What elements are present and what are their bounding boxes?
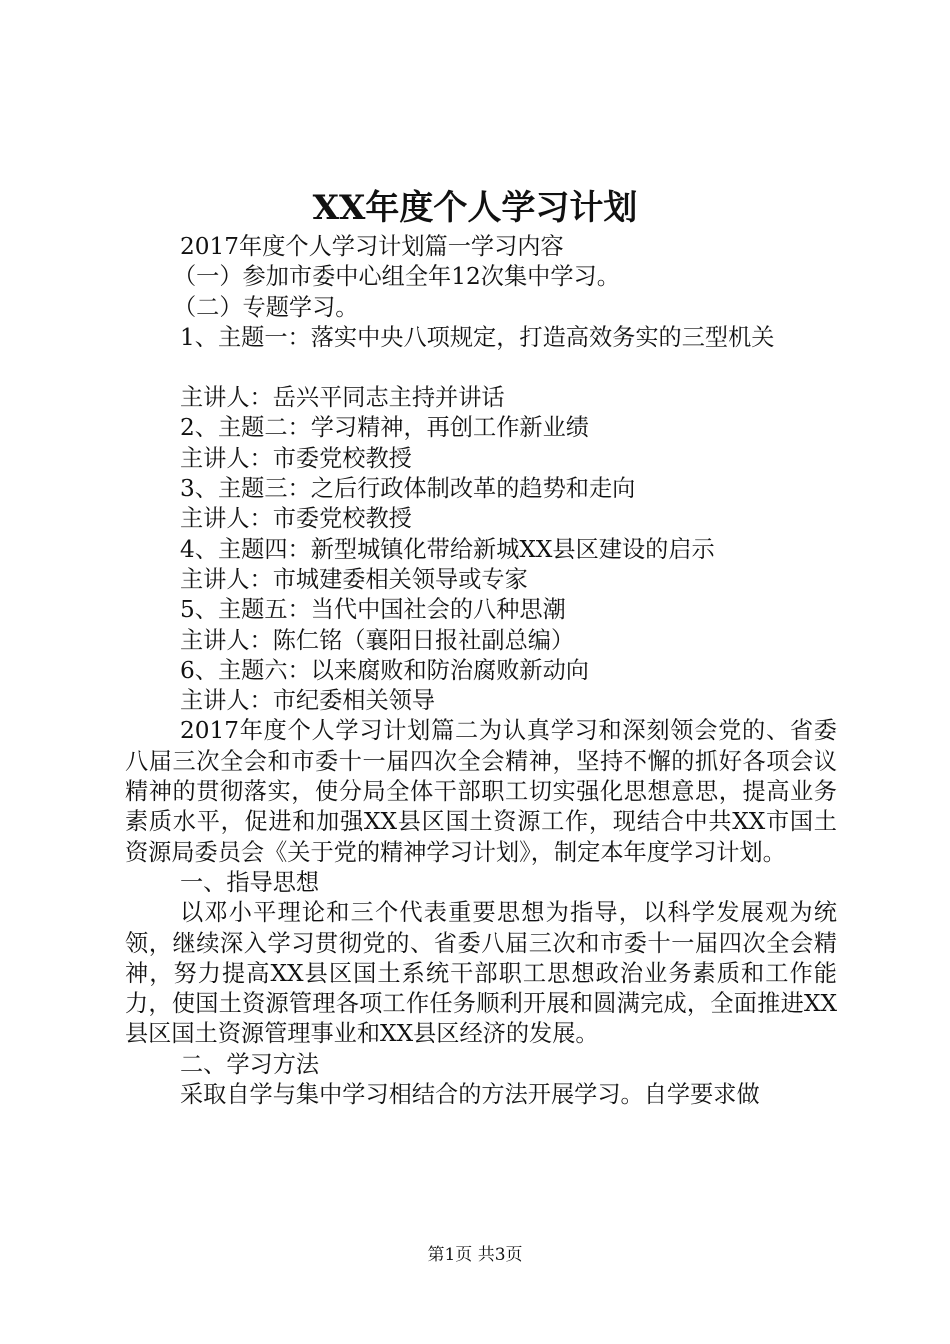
body-line: 2017年度个人学习计划篇一学习内容: [180, 233, 564, 260]
body-line: 2、主题二：学习精神，再创工作新业绩: [180, 414, 589, 442]
section-heading: 一、指导思想: [180, 868, 320, 896]
body-line: 主讲人：市城建委相关领导或专家: [180, 565, 528, 593]
body-line: 4、主题四：新型城镇化带给新城XX县区建设的启示: [180, 535, 715, 563]
body-line: （一）参加市委中心组全年12次集中学习。: [173, 263, 620, 291]
body-paragraph: 采取自学与集中学习相结合的方法开展学习。自学要求做: [180, 1081, 760, 1109]
body-line: 1、主题一：落实中央八项规定，打造高效务实的三型机关: [180, 323, 775, 351]
document-body: [125, 232, 837, 1110]
body-line: 3、主题三：之后行政体制改革的趋势和走向: [180, 475, 636, 503]
body-line: 主讲人：市纪委相关领导: [180, 687, 436, 715]
body-paragraph: 2017年度个人学习计划篇二为认真学习和深刻领会党的、省委八届三次全会和市委十一届四次全会精神，坚持不懈的抓好各项会议精神的贯彻落实，使分局全体干部职工切实强化思想意思，提高业务素质水平，促进和加强XX县区国土资源工作，现结合中共XX市国土资源局委员会《关于党的精神学习计划》，制定本年度学习计划。: [125, 717, 837, 866]
body-line: （二）专题学习。: [173, 293, 359, 321]
document-title: XX年度个人学习计划: [312, 188, 638, 228]
body-line: 主讲人：陈仁铭（襄阳日报社副总编）: [180, 626, 575, 654]
body-line: 5、主题五：当代中国社会的八种思潮: [180, 596, 566, 624]
body-line: 6、主题六：以来腐败和防治腐败新动向: [180, 656, 589, 684]
section-heading: 二、学习方法: [180, 1050, 320, 1078]
body-paragraph: 以邓小平理论和三个代表重要思想为指导，以科学发展观为统领，继续深入学习贯彻党的、省委八届三次和市委十一届四次全会精神，努力提高XX县区国土系统干部职工思想政治业务素质和工作能力，使国土资源管理各项工作任务顺利开展和圆满完成，全面推进XX县区国土资源管理事业和XX县区经济的发展。: [125, 899, 837, 1048]
body-line: 主讲人：市委党校教授: [180, 444, 412, 472]
page-number: 第1页 共3页: [427, 1245, 523, 1265]
body-line: 主讲人：市委党校教授: [180, 505, 412, 533]
blank-line: [125, 353, 837, 383]
body-line: 主讲人：岳兴平同志主持并讲话: [180, 384, 505, 412]
